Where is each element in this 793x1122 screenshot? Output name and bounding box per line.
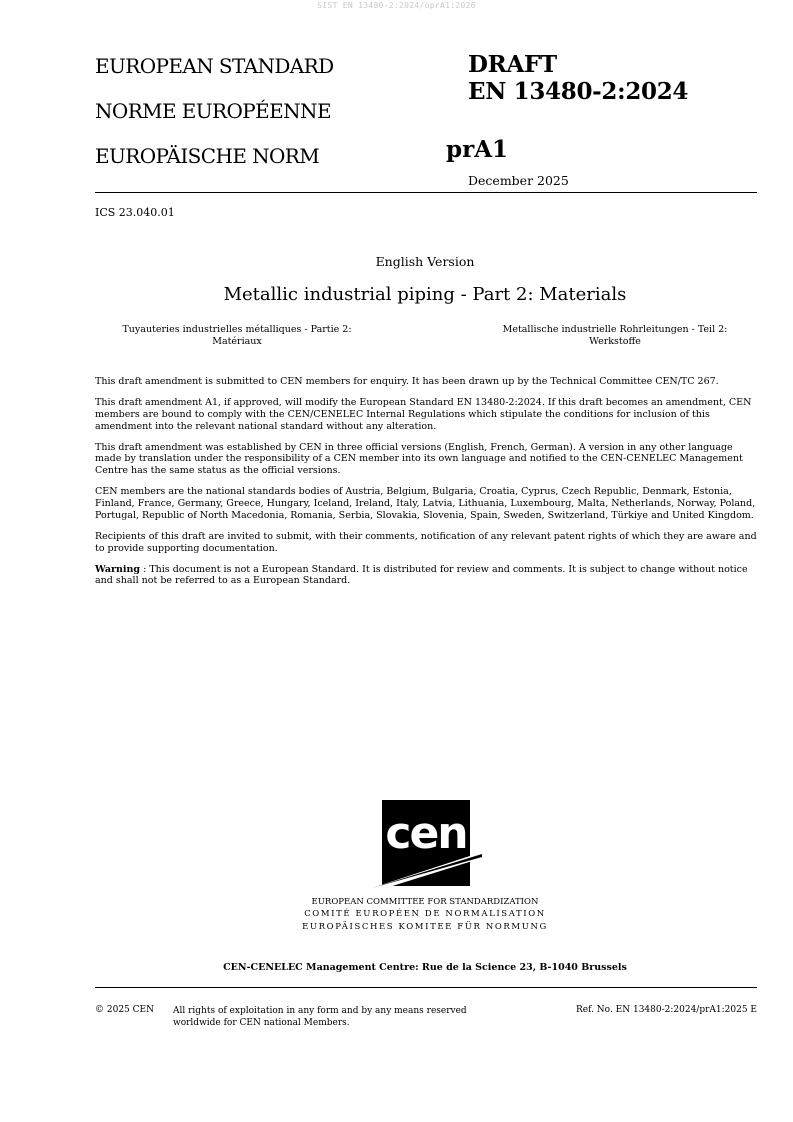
language-version: English Version	[375, 254, 475, 269]
document-body	[95, 376, 760, 596]
paragraph-amendment: This draft amendment A1, if approved, will modify the European Standard EN 13480-2:2024. If this draft becomes an amendment, CEN members are bound to comply with the CEN/CENELEC Internal Regulations which stipulate the conditions for inclusion of this amendment into the relevant national standard without any alteration.	[95, 396, 752, 432]
document-title: Metallic industrial piping - Part 2: Materials	[223, 284, 627, 305]
standard-names	[95, 56, 334, 191]
standard-name-en: EUROPEAN STANDARD	[95, 54, 334, 78]
standard-number: EN 13480-2:2024	[468, 77, 689, 105]
standard-name-fr: NORME EUROPÉENNE	[95, 99, 331, 123]
footer-divider	[95, 987, 757, 988]
cen-logo-text: cen	[385, 808, 467, 859]
draft-block	[468, 52, 688, 105]
title-german: Metallische industrielle Rohrleitungen - Teil 2: Werkstoffe	[502, 324, 728, 348]
rights-line-2: worldwide for CEN national Members.	[173, 1018, 350, 1029]
draft-label: DRAFT	[468, 51, 557, 78]
warning-paragraph	[95, 564, 760, 588]
title-french: Tuyauteries industrielles métalliques - Partie 2: Matériaux	[122, 324, 352, 348]
organization-name-en: EUROPEAN COMMITTEE FOR STANDARDIZATION	[311, 897, 539, 907]
ics-code: ICS 23.040.01	[95, 206, 175, 219]
reference-number: Ref. No. EN 13480-2:2024/prA1:2025 E	[575, 1005, 757, 1015]
paragraph-members: CEN members are the national standards bodies of Austria, Belgium, Bulgaria, Croatia, Cyprus, Czech Republic, Denmark, Estonia, Finland, France, Germany, Greece, Hungary, Iceland, Ireland, Italy, Latvia, Lithuania, Luxembourg, Malta, Netherlands, Norway, Poland, Portugal, Republic of North Macedonia, Romania, Serbia, Slovakia, Slovenia, Spain, Sweden, Switzerland, Türkiye and United Kingdom.	[95, 486, 756, 521]
paragraph-versions: This draft amendment was established by CEN in three official versions (English, French, German). A version in any other language made by translation under the responsibility of a CEN member into its own language and notified to the CEN-CENELEC Management Centre has the same status as the official versions.	[95, 441, 743, 477]
copyright: © 2025 CEN	[95, 1005, 154, 1015]
rights-line-1: All rights of exploitation in any form and by any means reserved	[173, 1006, 467, 1016]
cen-logo-icon	[372, 800, 484, 890]
watermark: SIST EN 13480-2:2024/oprA1:2026	[317, 1, 476, 10]
amendment-label: prA1	[446, 136, 509, 163]
organization-name-de: EUROPÄISCHES KOMITEE FÜR NORMUNG	[302, 921, 548, 932]
paragraph-enquiry: This draft amendment is submitted to CEN members for enquiry. It has been drawn up by the Technical Committee CEN/TC 267.	[95, 376, 719, 387]
organization-names	[0, 896, 793, 933]
warning-label: Warning	[95, 563, 141, 575]
publication-date: December 2025	[468, 173, 569, 188]
standard-name-de: EUROPÄISCHE NORM	[95, 144, 320, 168]
management-centre-address: CEN-CENELEC Management Centre: Rue de la Science 23, B-1040 Brussels	[223, 962, 627, 973]
header-divider	[95, 192, 757, 193]
warning-text: : This document is not a European Standard. It is distributed for review and comments. It is subject to change without notice and shall not be referred to as a European Standard.	[95, 563, 748, 587]
paragraph-patents: Recipients of this draft are invited to submit, with their comments, notification of any relevant patent rights of which they are aware and to provide supporting documentation.	[95, 530, 757, 554]
organization-name-fr: COMITÉ EUROPÉEN DE NORMALISATION	[304, 909, 546, 920]
rights-statement	[173, 1005, 503, 1029]
